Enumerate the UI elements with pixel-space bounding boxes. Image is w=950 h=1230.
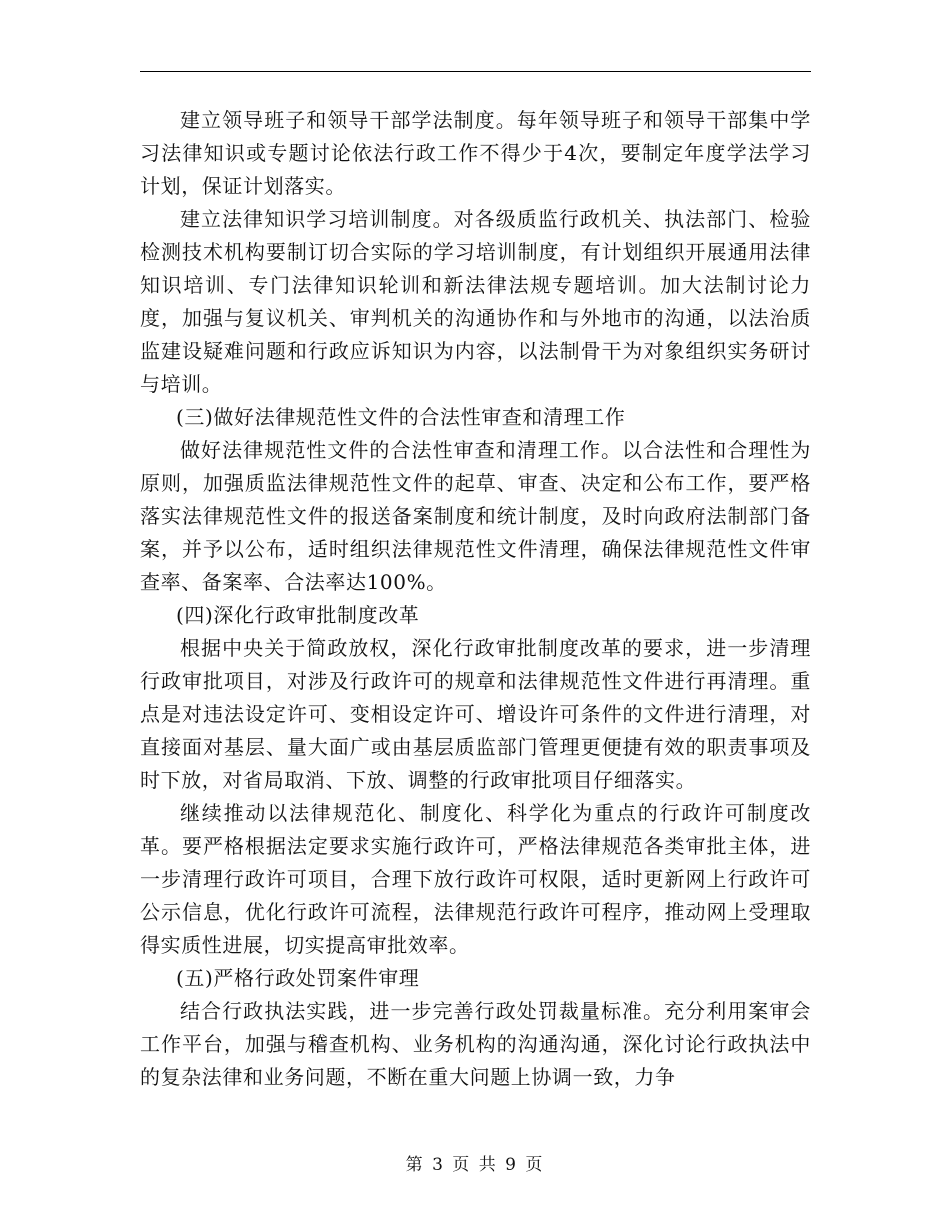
- paragraph-study-system: 建立领导班子和领导干部学法制度。每年领导班子和领导干部集中学习法律知识或专题讨论依法行政工作不得少于4次，要制定年度学法学习计划，保证计划落实。: [140, 108, 811, 198]
- section-heading-4: (四)深化行政审批制度改革: [176, 603, 420, 627]
- section-heading-5: (五)严格行政处罚案件审理: [176, 966, 420, 990]
- paragraph-penalty-review: 结合行政执法实践，进一步完善行政处罚裁量标准。充分利用案审会工作平台，加强与稽查机构、业务机构的沟通沟通，深化讨论行政执法中的复杂法律和业务问题，不断在重大问题上协调一致，力争: [140, 999, 811, 1089]
- paragraph-training-system: 建立法律知识学习培训制度。对各级质监行政机关、执法部门、检验检测技术机构要制订切合实际的学习培训制度，有计划组织开展通用法律知识培训、专门法律知识轮训和新法律法规专题培训。加大法制讨论力度，加强与复议机关、审判机关的沟通协作和与外地市的沟通，以法治质监建设疑难问题和行政应诉知识为内容，以法制骨干为对象组织实务研讨与培训。: [140, 207, 811, 396]
- paragraph-legality-review: 做好法律规范性文件的合法性审查和清理工作。以合法性和合理性为原则，加强质监法律规范性文件的起草、审查、决定和公布工作，要严格落实法律规范性文件的报送备案制度和统计制度，及时向政府法制部门备案，并予以公布，适时组织法律规范性文件清理，确保法律规范性文件审查率、备案率、合法率达100%。: [140, 438, 811, 594]
- paragraph-licensing-reform: 继续推动以法律规范化、制度化、科学化为重点的行政许可制度改革。要严格根据法定要求实施行政许可，严格法律规范各类审批主体，进一步清理行政许可项目，合理下放行政许可权限，适时更新网上行政许可公示信息，优化行政许可流程，法律规范行政许可程序，推动网上受理取得实质性进展，切实提高审批效率。: [140, 801, 811, 957]
- paragraph-approval-reform: 根据中央关于简政放权，深化行政审批制度改革的要求，进一步清理行政审批项目，对涉及行政许可的规章和法律规范性文件进行再清理。重点是对违法设定许可、变相设定许可、增设许可条件的文件进行清理，对直接面对基层、量大面广或由基层质监部门管理更便捷有效的职责事项及时下放，对省局取消、下放、调整的行政审批项目仔细落实。: [140, 636, 811, 792]
- page-number-footer: 第 3 页 共 9 页: [405, 1155, 545, 1175]
- header-rule: [140, 71, 811, 72]
- section-heading-3: (三)做好法律规范性文件的合法性审查和清理工作: [176, 405, 626, 429]
- document-body: [140, 104, 811, 1094]
